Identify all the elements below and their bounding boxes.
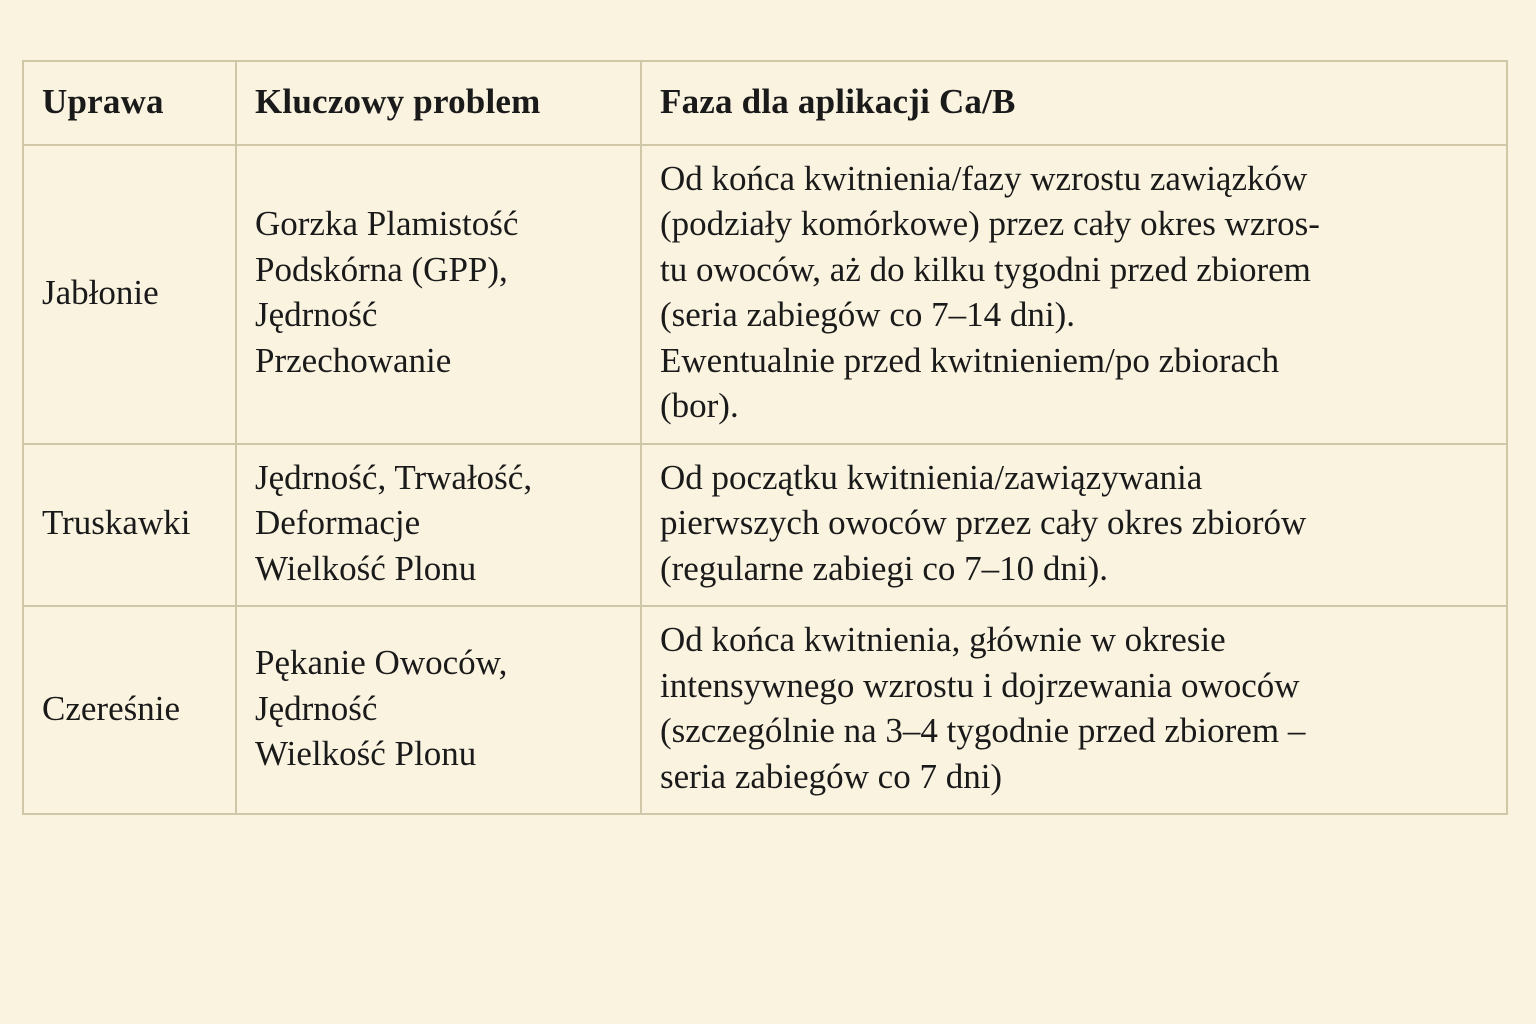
cell-crop: Truskawki (23, 444, 236, 607)
table-header-row (23, 61, 1507, 145)
table-row (23, 145, 1507, 444)
problem-line: Jędrność (255, 688, 378, 728)
crop-application-table (22, 60, 1508, 815)
table-row (23, 606, 1507, 814)
problem-line: Jędrność, Trwałość, (255, 457, 533, 497)
problem-line: Gorzka Plamistość (255, 204, 519, 244)
phase-line: (szczególnie na 3–4 tygodnie przed zbiorem – (660, 711, 1306, 751)
problem-line: Wielkość Plonu (255, 548, 477, 588)
cell-crop: Jabłonie (23, 145, 236, 444)
problem-line: Pękanie Owoców, (255, 643, 508, 682)
phase-line: (seria zabiegów co 7–14 dni). (660, 295, 1075, 335)
problem-line: Jędrność (255, 295, 378, 335)
phase-line: Ewentualnie przed kwitnieniem/po zbiorach (660, 340, 1280, 380)
column-header-problem: Kluczowy problem (236, 61, 641, 145)
cell-phase (641, 145, 1507, 444)
phase-line: (bor). (660, 386, 739, 426)
problem-line: Przechowanie (255, 340, 452, 380)
column-header-crop: Uprawa (23, 61, 236, 145)
phase-line: Od końca kwitnienia/fazy wzrostu zawiązków (660, 158, 1308, 198)
phase-line: tu owoców, aż do kilku tygodni przed zbiorem (660, 249, 1311, 289)
phase-line: intensywnego wzrostu i dojrzewania owoców (660, 665, 1300, 705)
table-header (23, 61, 1507, 145)
phase-line: Od końca kwitnienia, głównie w okresie (660, 620, 1226, 660)
cell-phase (641, 606, 1507, 814)
phase-line: (regularne zabiegi co 7–10 dni). (660, 548, 1109, 588)
phase-line: seria zabiegów co 7 dni) (660, 756, 1003, 796)
problem-line: Podskórna (GPP), (255, 249, 508, 289)
cell-problem (236, 606, 641, 814)
phase-line: pierwszych owoców przez cały okres zbiorów (660, 503, 1307, 543)
column-header-phase: Faza dla aplikacji Ca/B (641, 61, 1507, 145)
table-body (23, 145, 1507, 815)
cell-phase (641, 444, 1507, 607)
phase-line: (podziały komórkowe) przez cały okres wzros- (660, 204, 1320, 244)
cell-problem (236, 145, 641, 444)
cell-problem (236, 444, 641, 607)
problem-line: Deformacje (255, 503, 421, 543)
cell-crop: Czereśnie (23, 606, 236, 814)
phase-line: Od początku kwitnienia/zawiązywania (660, 457, 1203, 497)
problem-line: Wielkość Plonu (255, 734, 477, 773)
table-row (23, 444, 1507, 607)
